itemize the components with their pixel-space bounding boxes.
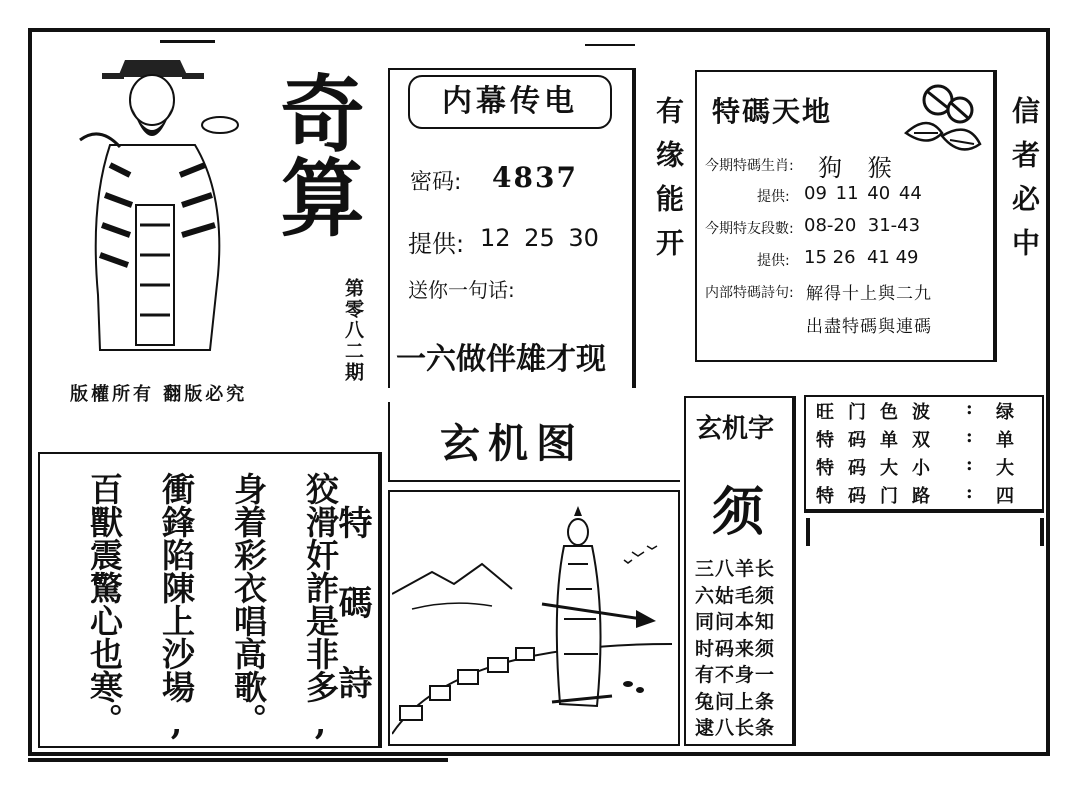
- fruit-icon: [898, 78, 986, 160]
- side-slogan-right: 信者必中: [1008, 96, 1041, 272]
- attribute-value: 四: [996, 486, 1014, 507]
- song-label: 送你一句话:: [408, 278, 515, 302]
- attribute-row: 特码单双 : 单: [816, 426, 1036, 454]
- attribute-label: 特码单双: [816, 430, 944, 451]
- attribute-label: 特码大小: [816, 458, 944, 479]
- divider: [585, 44, 635, 46]
- mima-label: 密码:: [410, 170, 462, 195]
- divider: [806, 518, 810, 546]
- attributes-list: [816, 398, 1036, 510]
- shengxiao-label: 今期特碼生肖:: [705, 158, 794, 174]
- shengxiao-value: 狗 猴: [818, 154, 892, 182]
- xuanji-zi-line: 三八羊长: [695, 558, 776, 580]
- poem-line: 衝鋒陷陳上沙場,: [157, 472, 196, 742]
- warrior-illustration: [392, 494, 676, 742]
- divider: [28, 758, 448, 762]
- attribute-value: 大: [996, 458, 1014, 479]
- xuanji-zi-line: 兔问上条: [695, 690, 776, 713]
- copyright-notice: 版權所有 翻版必究: [70, 384, 248, 405]
- duan-value: 08-20 31-43: [804, 215, 921, 236]
- shiju-line2: 出盡特碼與連碼: [806, 317, 932, 337]
- poem-line: 身着彩衣唱高歌。: [229, 472, 268, 736]
- divider: [1040, 518, 1044, 546]
- side-slogan-left: 有缘能开: [652, 96, 685, 272]
- attribute-value: 绿: [996, 402, 1014, 423]
- xuanji-zi-char: 须: [712, 483, 765, 543]
- poem-title: 特碼詩: [332, 505, 372, 745]
- xuanji-zi-line: 同问本知: [695, 611, 776, 633]
- phrase: 一六做伴雄才现: [396, 342, 606, 377]
- xuanji-zi-line: 六姑毛须: [695, 584, 776, 607]
- poem-line: 百獸震驚心也寒。: [85, 472, 124, 736]
- attribute-row: 旺门色波 : 绿: [816, 398, 1036, 426]
- mima-value: 4837: [492, 161, 578, 194]
- issue-number: 第零八二期: [342, 278, 364, 383]
- xuanji-tu-title: 玄机图: [440, 421, 584, 467]
- tigong2-label: 提供:: [757, 253, 790, 269]
- neimu-title: 内幕传电: [408, 75, 612, 129]
- xuanji-zi-title: 玄机字: [696, 414, 775, 444]
- attribute-row: 特码大小 : 大: [816, 454, 1036, 482]
- xuanji-zi-lines: [695, 556, 795, 742]
- page-title: 奇算: [267, 70, 366, 238]
- tigong-value: 12 25 30: [480, 224, 599, 252]
- shiju-line1: 解得十上與二九: [806, 284, 932, 304]
- tema-title: 特碼天地: [712, 95, 833, 128]
- attribute-row: 特码门路 : 四: [816, 482, 1036, 510]
- attribute-label: 特码门路: [816, 486, 944, 507]
- attribute-label: 旺门色波: [816, 402, 944, 423]
- tigong1-label: 提供:: [757, 189, 790, 205]
- tigong2-value: 15 26 41 49: [804, 247, 919, 268]
- divider: [160, 40, 215, 43]
- poem-lines: [72, 472, 342, 742]
- shiju-label: 内部特碼詩句:: [705, 285, 794, 301]
- tigong-label: 提供:: [408, 230, 465, 258]
- xuanji-zi-line: 逮八长条: [695, 717, 776, 739]
- xuanji-zi-line: 有不身一: [695, 664, 776, 686]
- official-figure-illustration: [70, 55, 240, 360]
- attribute-value: 单: [996, 430, 1014, 451]
- xuanji-zi-line: 时码来须: [695, 637, 776, 660]
- poem-line: 狡滑奸詐是非多,: [301, 472, 340, 742]
- tigong1-value: 09 11 40 44: [804, 183, 922, 204]
- duan-label: 今期特友段數:: [705, 221, 794, 237]
